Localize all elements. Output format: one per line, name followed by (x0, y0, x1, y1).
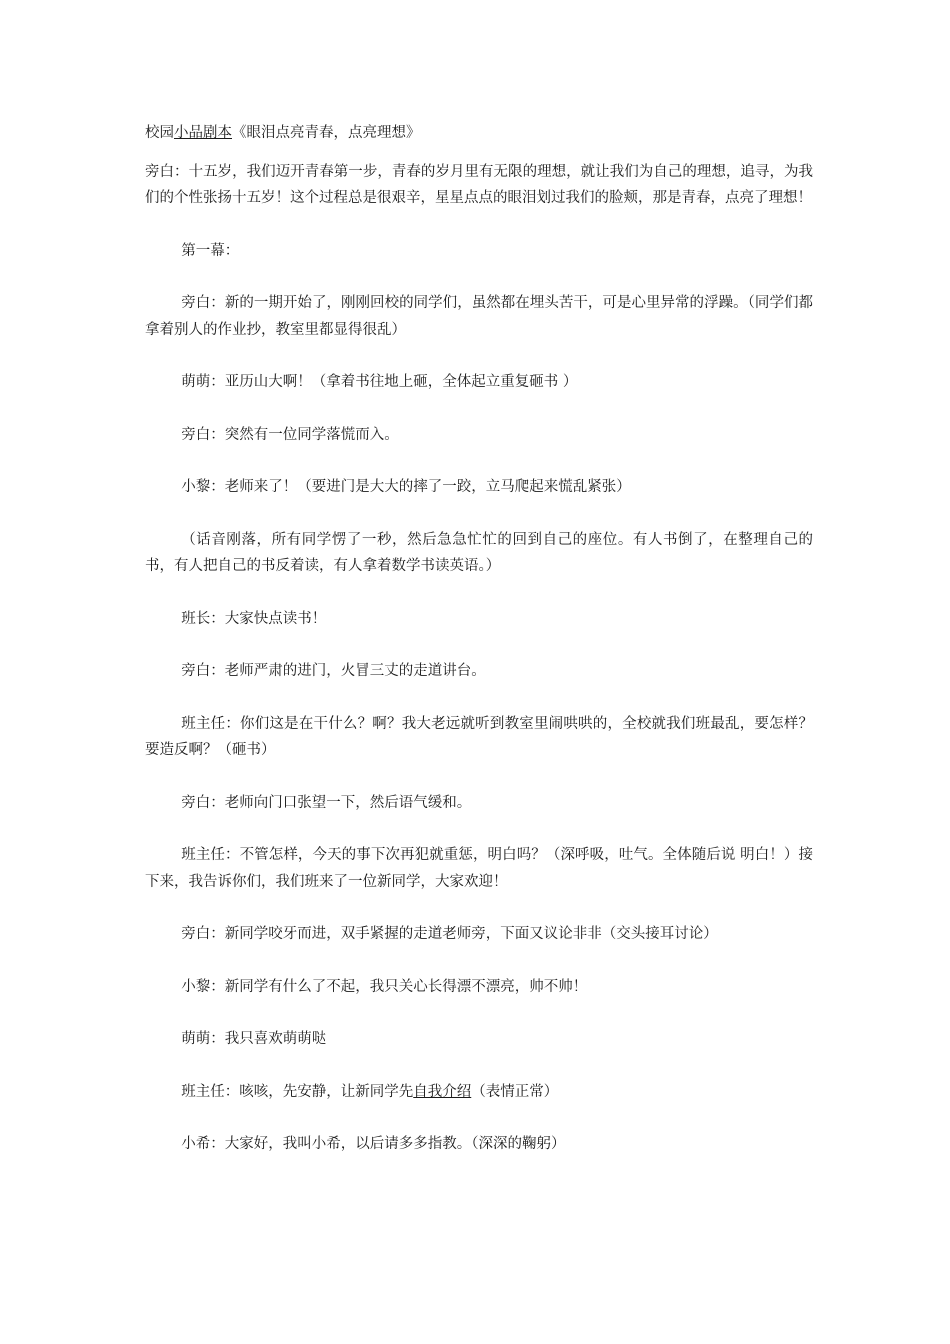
paragraph-text: 班主任：咳咳，先安静，让新同学先 (181, 1083, 414, 1100)
title-prefix: 校园 (145, 125, 174, 141)
self-introduction-link[interactable]: 自我介绍 (413, 1083, 472, 1100)
dialogue-paragraph: 小黎：老师来了！（要进门是大大的摔了一跤，立马爬起来慌乱紧张） (181, 479, 631, 495)
dialogue-paragraph: 班主任：不管怎样，今天的事下次再犯就重惩，明白吗？（深呼吸，吐气。全体随后说 明白！）接下来，我告诉你们，我们班来了一位新同学，大家欢迎！ (145, 847, 813, 890)
dialogue-paragraph: 萌萌：亚历山大啊！（拿着书往地上砸，全体起立重复砸书 ） (181, 374, 578, 390)
dialogue-paragraph: 小黎：新同学有什么了不起，我只关心长得漂不漂亮，帅不帅！ (181, 978, 588, 995)
script-link[interactable]: 小品剧本 (174, 125, 232, 141)
dialogue-paragraph: 班长：大家快点读书！ (181, 610, 327, 627)
dialogue-paragraph: 小希：大家好，我叫小希，以后请多多指教。（深深的鞠躬） (181, 1136, 566, 1152)
narration-paragraph: 旁白：新的一期开始了，刚刚回校的同学们，虽然都在埋头苦干，可是心里异常的浮躁。（同学们都拿着别人的作业抄，教室里都显得很乱） (145, 295, 813, 338)
narration-opening: 旁白：十五岁，我们迈开青春第一步，青春的岁月里有无限的理想，就让我们为自己的理想，追寻，为我们的个性张扬十五岁！这个过程总是很艰辛，星星点点的眼泪划过我们的脸颊，那是青春，点亮了理想！ (145, 163, 813, 206)
dialogue-paragraph: 萌萌：我只喜欢萌萌哒 (181, 1031, 327, 1047)
narration-paragraph: 旁白：突然有一位同学落慌而入。 (181, 426, 399, 443)
act-heading: 第一幕： (181, 242, 240, 259)
narration-paragraph: 旁白：老师严肃的进门，火冒三丈的走道讲台。 (181, 663, 486, 679)
dialogue-paragraph (145, 1079, 813, 1106)
paragraph-text: （表情正常） (471, 1083, 559, 1100)
narration-paragraph: 旁白：新同学咬牙而进，双手紧握的走道老师旁，下面又议论非非（交头接耳讨论） (181, 926, 718, 942)
stage-direction-paragraph: （话音刚落，所有同学愣了一秒，然后急急忙忙的回到自己的座位。有人书倒了，在整理自己的书，有人把自己的书反着读，有人拿着数学书读英语。） (145, 531, 813, 574)
dialogue-paragraph: 班主任：你们这是在干什么？啊？我大老远就听到教室里闹哄哄的，全校就我们班最乱，要怎样？要造反啊？（砸书） (145, 715, 813, 758)
narration-paragraph: 旁白：老师向门口张望一下，然后语气缓和。 (181, 794, 472, 811)
document-page (145, 120, 813, 1184)
document-title (145, 120, 813, 147)
title-suffix: 《眼泪点亮青春，点亮理想》 (232, 125, 421, 141)
